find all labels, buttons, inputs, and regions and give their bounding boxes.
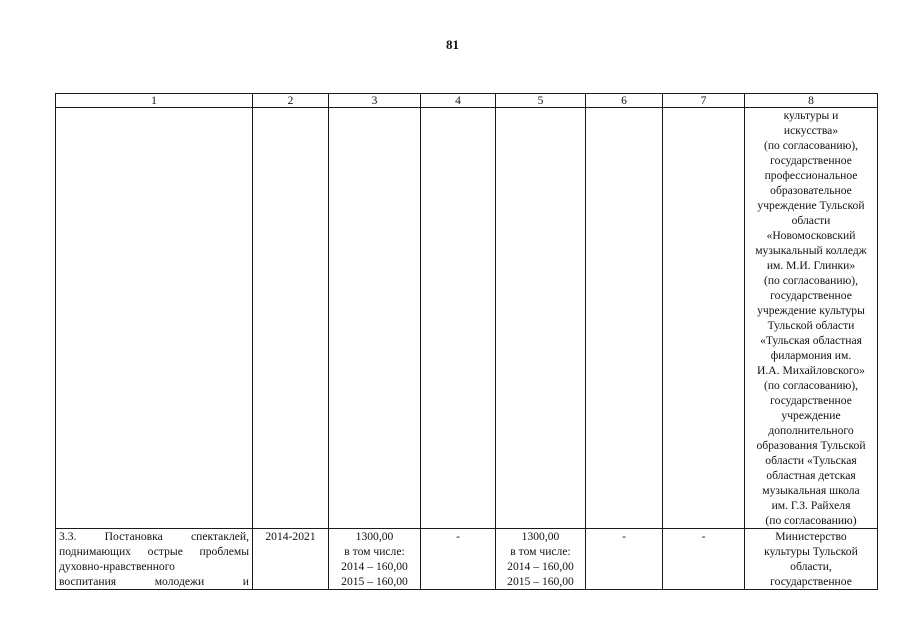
column-header-1: 1: [56, 94, 253, 108]
executor-line: образовательное: [770, 184, 852, 197]
executor-line: учреждение: [781, 409, 841, 422]
executor-line: профессиональное: [764, 169, 858, 182]
executor-line: областная детская: [766, 469, 856, 482]
funding-line: в том числе:: [344, 545, 405, 558]
executor-line: И.А. Михайловского»: [757, 364, 865, 377]
measure-line: воспитания молодежи и: [59, 575, 249, 588]
executor-line: культуры и: [783, 109, 839, 122]
total-funding-cell: [329, 529, 421, 590]
executor-line: учреждение культуры: [757, 304, 865, 317]
executor-line: (по согласованию): [765, 514, 857, 527]
measure-line: духовно-нравственного: [59, 560, 175, 573]
executor-line: музыкальная школа: [762, 484, 860, 497]
cell-empty: [663, 108, 745, 529]
executor-line: искусства»: [783, 124, 839, 137]
cell-empty: [586, 108, 663, 529]
funding-line: 2015 – 160,00: [341, 575, 408, 588]
executor-line: культуры Тульской: [764, 545, 858, 558]
data-table: [55, 93, 878, 590]
executor-line: государственное: [770, 289, 852, 302]
cell-empty: [421, 108, 496, 529]
executor-line: области «Тульская: [765, 454, 857, 467]
executor-line: (по согласованию),: [763, 274, 859, 287]
executor-line: им. М.И. Глинки»: [766, 259, 856, 272]
cell-empty: [56, 108, 253, 529]
executor-line: области,: [790, 560, 832, 573]
measure-name-cell: [56, 529, 253, 590]
column-header-4: 4: [421, 94, 496, 108]
page-number: 81: [446, 37, 459, 52]
executor-line: «Тульская областная: [760, 334, 862, 347]
executor-line: (по согласованию),: [763, 379, 859, 392]
column-number-row: [56, 94, 878, 108]
other-funding-cell: -: [663, 529, 745, 590]
table-row-continuation: [56, 108, 878, 529]
executor-line: музыкальный колледж: [755, 244, 867, 257]
funding-line: 2014 – 160,00: [507, 560, 574, 573]
period-cell: 2014-2021: [253, 529, 329, 590]
column-header-2: 2: [253, 94, 329, 108]
measure-line: 3.3. Постановка спектаклей,: [59, 530, 249, 543]
funding-line: в том числе:: [510, 545, 571, 558]
executor-line: «Новомосковский: [766, 229, 856, 242]
regional-funding-cell: [496, 529, 586, 590]
funding-line: 2015 – 160,00: [507, 575, 574, 588]
executor-line: государственное: [770, 154, 852, 167]
cell-empty: [496, 108, 586, 529]
column-header-7: 7: [663, 94, 745, 108]
executor-line: им. Г.З. Райхеля: [771, 499, 851, 512]
executor-line: государственное: [770, 575, 852, 588]
funding-line: 2014 – 160,00: [341, 560, 408, 573]
executor-line: учреждение Тульской: [757, 199, 865, 212]
funding-line: 1300,00: [355, 530, 394, 543]
executor-line: Министерство: [775, 530, 847, 543]
executor-line: образования Тульской: [756, 439, 866, 452]
column-header-5: 5: [496, 94, 586, 108]
measure-line: поднимающих острые проблемы: [59, 545, 249, 558]
executor-line: дополнительного: [768, 424, 854, 437]
executor-line: (по согласованию),: [763, 139, 859, 152]
column-header-3: 3: [329, 94, 421, 108]
column-header-8: 8: [745, 94, 878, 108]
cell-empty: [329, 108, 421, 529]
column-header-6: 6: [586, 94, 663, 108]
funding-line: 1300,00: [521, 530, 560, 543]
table-row-3-3: [56, 529, 878, 590]
local-funding-cell: -: [586, 529, 663, 590]
executor-line: государственное: [770, 394, 852, 407]
executor-line: Тульской области: [767, 319, 855, 332]
cell-empty: [253, 108, 329, 529]
executor-line: филармония им.: [770, 349, 852, 362]
executor-cell: [745, 108, 878, 529]
federal-funding-cell: -: [421, 529, 496, 590]
executor-line: области: [791, 214, 831, 227]
executor-cell: [745, 529, 878, 590]
